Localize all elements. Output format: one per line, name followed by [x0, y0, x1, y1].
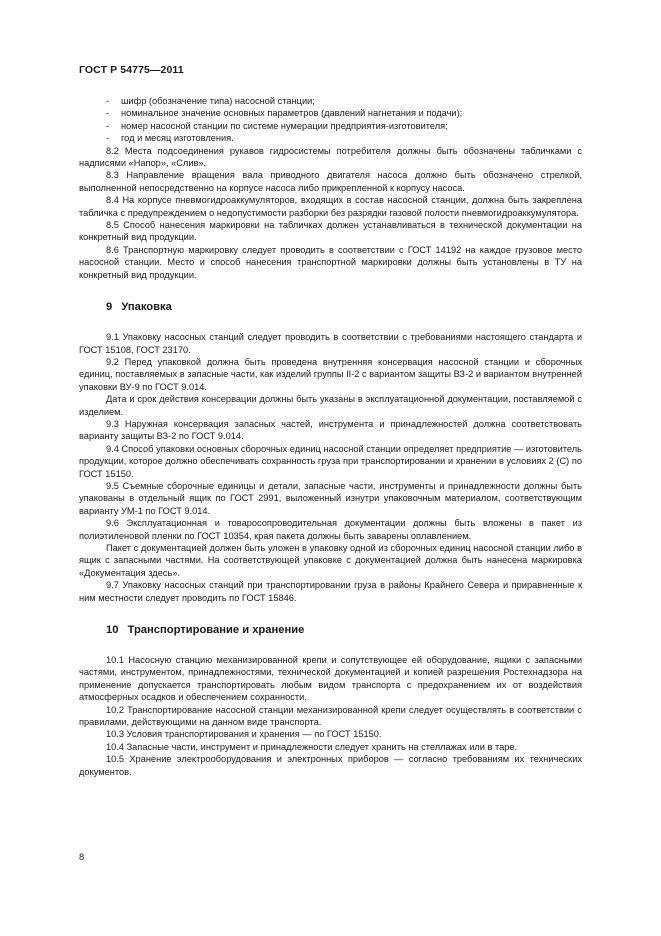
list-item-text: шифр (обозначение типа) насосной станции; — [121, 96, 315, 106]
document-body — [79, 95, 582, 778]
list-item: - номинальное значение основных параметров (давлений нагнетания и подачи); — [106, 108, 463, 119]
section-number: 9 — [106, 301, 113, 314]
paragraph-10-1: 10.1 Насосную станцию механизированной крепи и сопутствующее ей оборудование, ящики с запасными частями, инструментом, принадлежностями, технической документацией и копией разрешения Ростехнадзора на применение допускается транспортировать любым видом транспорта с предохранением их от воздействия атмосферных осадков и обеспечением сохранности. — [79, 655, 582, 703]
paragraph-10-4: 10.4 Запасные части, инструмент и принадлежности следует хранить на стеллажах или в таре. — [106, 741, 518, 752]
paragraph-8-5: 8.5 Способ нанесения маркировки на табличках должен устанавливаться в технической документации на конкретный вид продукции. — [79, 220, 582, 243]
list-item: - год и месяц изготовления. — [106, 133, 234, 144]
paragraph-9-5: 9.5 Съемные сборочные единицы и детали, запасные части, инструменты и принадлежности должны быть упакованы в отдельный ящик по ГОСТ 2991, выложенный изнутри упаковочным материалом, соответствующим варианту УМ-1 по ГОСТ 9.014. — [79, 480, 582, 516]
section-heading-9 — [106, 300, 582, 314]
section-title: Упаковка — [121, 301, 172, 314]
paragraph-9-4: 9.4 Способ упаковки основных сборочных единиц насосной станции определяет предприятие — изготовитель продукции, которое должно обеспечивать сохранность груза при транспортировании и хранении в условиях 2 (С) по ГОСТ 15150. — [79, 443, 582, 479]
paragraph-9-1: 9.1 Упаковку насосных станций следует проводить в соответствии с требованиями настоящего стандарта и ГОСТ 15108, ГОСТ 23170. — [79, 332, 582, 355]
standard-header: ГОСТ Р 54775—2011 — [79, 64, 184, 76]
paragraph-8-2: 8.2 Места подсоединения рукавов гидросистемы потребителя должны быть обозначены табличками с надписями «Напор», «Слив». — [79, 145, 582, 169]
paragraph-9-2-cont: Дата и срок действия консервации должны быть указаны в эксплуатационной документации, поставляемой с изделием. — [79, 394, 582, 417]
page-number: 8 — [79, 852, 85, 863]
list-item: - номер насосной станции по системе нумерации предприятия-изготовителя; — [106, 120, 448, 131]
section-heading-10 — [106, 623, 582, 637]
paragraph-9-6-cont: Пакет с документацией должен быть уложен в упаковку одной из сборочных единиц насосной станции либо в ящик с запасными частями. На соответствующей упаковке с документацией должна быть нанесена маркировка «Документация здесь». — [79, 543, 582, 578]
paragraph-8-6: 8.6 Транспортную маркировку следует проводить в соответствии с ГОСТ 14192 на каждое грузовое место насосной станции. Место и способ нанесения транспортной маркировки должны быть установлены в ТУ на конкретный вид продукции. — [79, 244, 582, 280]
paragraph-10-5: 10.5 Хранение электрооборудования и электронных приборов — согласно требованиям их технических документов. — [79, 754, 582, 777]
list-item-text: номинальное значение основных параметров (давлений нагнетания и подачи); — [121, 108, 463, 119]
list-item: - шифр (обозначение типа) насосной станции; — [106, 96, 315, 106]
paragraph-9-2: 9.2 Перед упаковкой должна быть проведена внутренняя консервация насосной станции и сборочных единиц, поставляемых в запасные части, как изделий группы II-2 с вариантом защиты ВЗ-2 и вариантом внутренней упаковки ВУ-9 по ГОСТ 9.014. — [79, 356, 582, 392]
list-item-text: номер насосной станции по системе нумерации предприятия-изготовителя; — [121, 120, 448, 131]
paragraph-9-3: 9.3 Наружная консервация запасных частей, инструмента и принадлежностей должна соответствовать варианту защиты ВЗ-2 по ГОСТ 9.014. — [79, 418, 582, 442]
paragraph-10-2: 10.2 Транспортирование насосной станции механизированной крепи следует осуществлять в соответствии с правилами, действующими на данном виде транспорта. — [79, 704, 582, 728]
list-item-text: год и месяц изготовления. — [121, 133, 234, 144]
section-number: 10 — [106, 624, 119, 637]
paragraph-9-6: 9.6 Эксплуатационная и товаросопроводительная документации должны быть вложены в пакет из полиэтиленовой пленки по ГОСТ 10354, края пакета должны быть заварены оплавлением. — [79, 518, 582, 541]
paragraph-9-7: 9.7 Упаковку насосных станций при транспортировании груза в районы Крайнего Севера и приравненные к ним местности следует проводить по ГОСТ 15846. — [79, 580, 582, 603]
paragraph-8-3: 8.3 Направление вращения вала приводного двигателя насоса должно быть обозначено стрелкой, выполненной непосредственно на корпусе насоса либо прикрепленной к корпусу насоса. — [79, 170, 582, 193]
paragraph-8-4: 8.4 На корпусе пневмогидроаккумуляторов, входящих в состав насосной станции, должна быть закреплена табличка с предупреждением о недопустимости разборки без разрядки газовой полости пневмогидроаккумулятора. — [79, 195, 582, 218]
paragraph-10-3: 10.3 Условия транспортирования и хранения — по ГОСТ 15150. — [106, 729, 382, 740]
section-title: Транспортирование и хранение — [127, 624, 305, 637]
